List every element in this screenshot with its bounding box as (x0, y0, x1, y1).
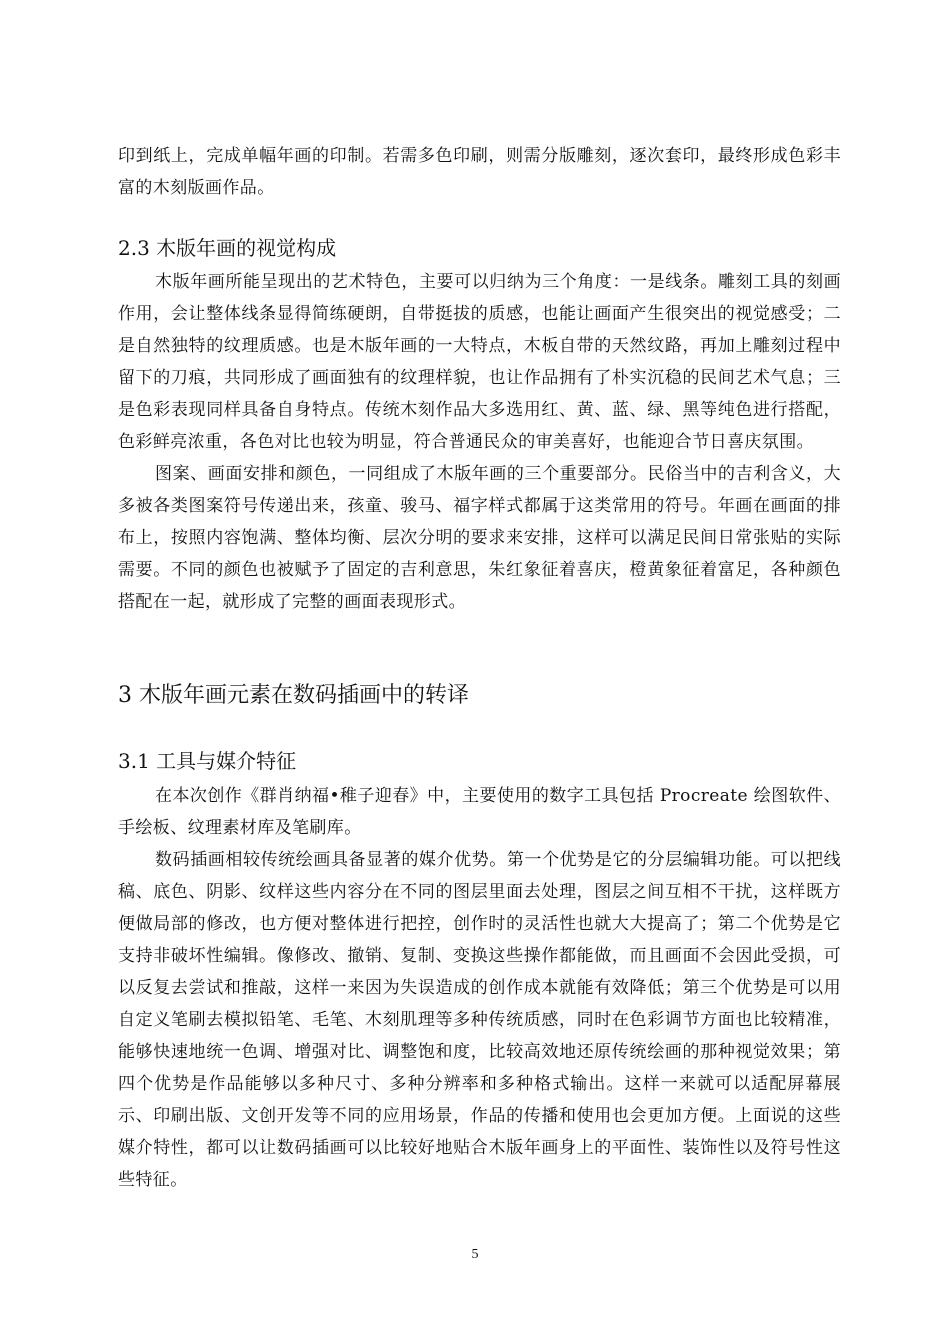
intro-block (118, 140, 841, 204)
paragraph-visual-features: 木版年画所能呈现出的艺术特色，主要可以归纳为三个角度：一是线条。雕刻工具的刻画作用，会让整体线条显得简练硬朗，自带挺拔的质感，也能让画面产生很突出的视觉感受；二是自然独特的纹理质感。也是木版年画的一大特点，木板自带的天然纹路，再加上雕刻过程中留下的刀痕，共同形成了画面独有的纹理样貌，也让作品拥有了朴实沉稳的民间艺术气息；三是色彩表现同样具备自身特点。传统木刻作品大多选用红、黄、蓝、绿、黑等纯色进行搭配，色彩鲜亮浓重，各色对比也较为明显，符合普通民众的审美喜好，也能迎合节日喜庆氛围。 (118, 272, 841, 452)
section-3-1-heading: 3.1 工具与媒介特征 (118, 749, 297, 773)
intro-paragraph: 印到纸上，完成单幅年画的印制。若需多色印刷，则需分版雕刻，逐次套印，最终形成色彩丰富的木刻版画作品。 (118, 146, 841, 198)
paragraph-tools: 在本次创作《群肖纳福•稚子迎春》中，主要使用的数字工具包括 Procreate 绘图软件、手绘板、纹理素材库及笔刷库。 (118, 786, 841, 838)
section-2-3-heading: 2.3 木版年画的视觉构成 (118, 236, 337, 260)
page-number: 5 (471, 1247, 479, 1262)
section-3-heading: 3 木版年画元素在数码插画中的转译 (118, 683, 469, 708)
paragraph-media-advantages: 数码插画相较传统绘画具备显著的媒介优势。第一个优势是它的分层编辑功能。可以把线稿、底色、阴影、纹样这些内容分在不同的图层里面去处理，图层之间互相不干扰，这样既方便做局部的修改，也方便对整体进行把控，创作时的灵活性也就大大提高了；第二个优势是它支持非破坏性编辑。像修改、撤销、复制、变换这些操作都能做，而且画面不会因此受损，可以反复去尝试和推敲，这样一来因为失误造成的创作成本就能有效降低；第三个优势是可以用自定义笔刷去模拟铅笔、毛笔、木刻肌理等多种传统质感，同时在色彩调节方面也比较精准，能够快速地统一色调、增强对比、调整饱和度，比较高效地还原传统绘画的那种视觉效果；第四个优势是作品能够以多种尺寸、多种分辨率和多种格式输出。这样一来就可以适配屏幕展示、印刷出版、文创开发等不同的应用场景，作品的传播和使用也会更加方便。上面说的这些媒介特性，都可以让数码插画可以比较好地贴合木版年画身上的平面性、装饰性以及符号性这些特征。 (118, 850, 841, 1190)
section-3-1-body (118, 780, 841, 1196)
paragraph-pattern-color: 图案、画面安排和颜色，一同组成了木版年画的三个重要部分。民俗当中的吉利含义，大多被各类图案符号传递出来，孩童、骏马、福字样式都属于这类常用的符号。年画在画面的排布上，按照内容饱满、整体均衡、层次分明的要求来安排，这样可以满足民间日常张贴的实际需要。不同的颜色也被赋予了固定的吉利意思，朱红象征着喜庆，橙黄象征着富足，各种颜色搭配在一起，就形成了完整的画面表现形式。 (118, 464, 841, 612)
section-2-3-body (118, 266, 841, 618)
